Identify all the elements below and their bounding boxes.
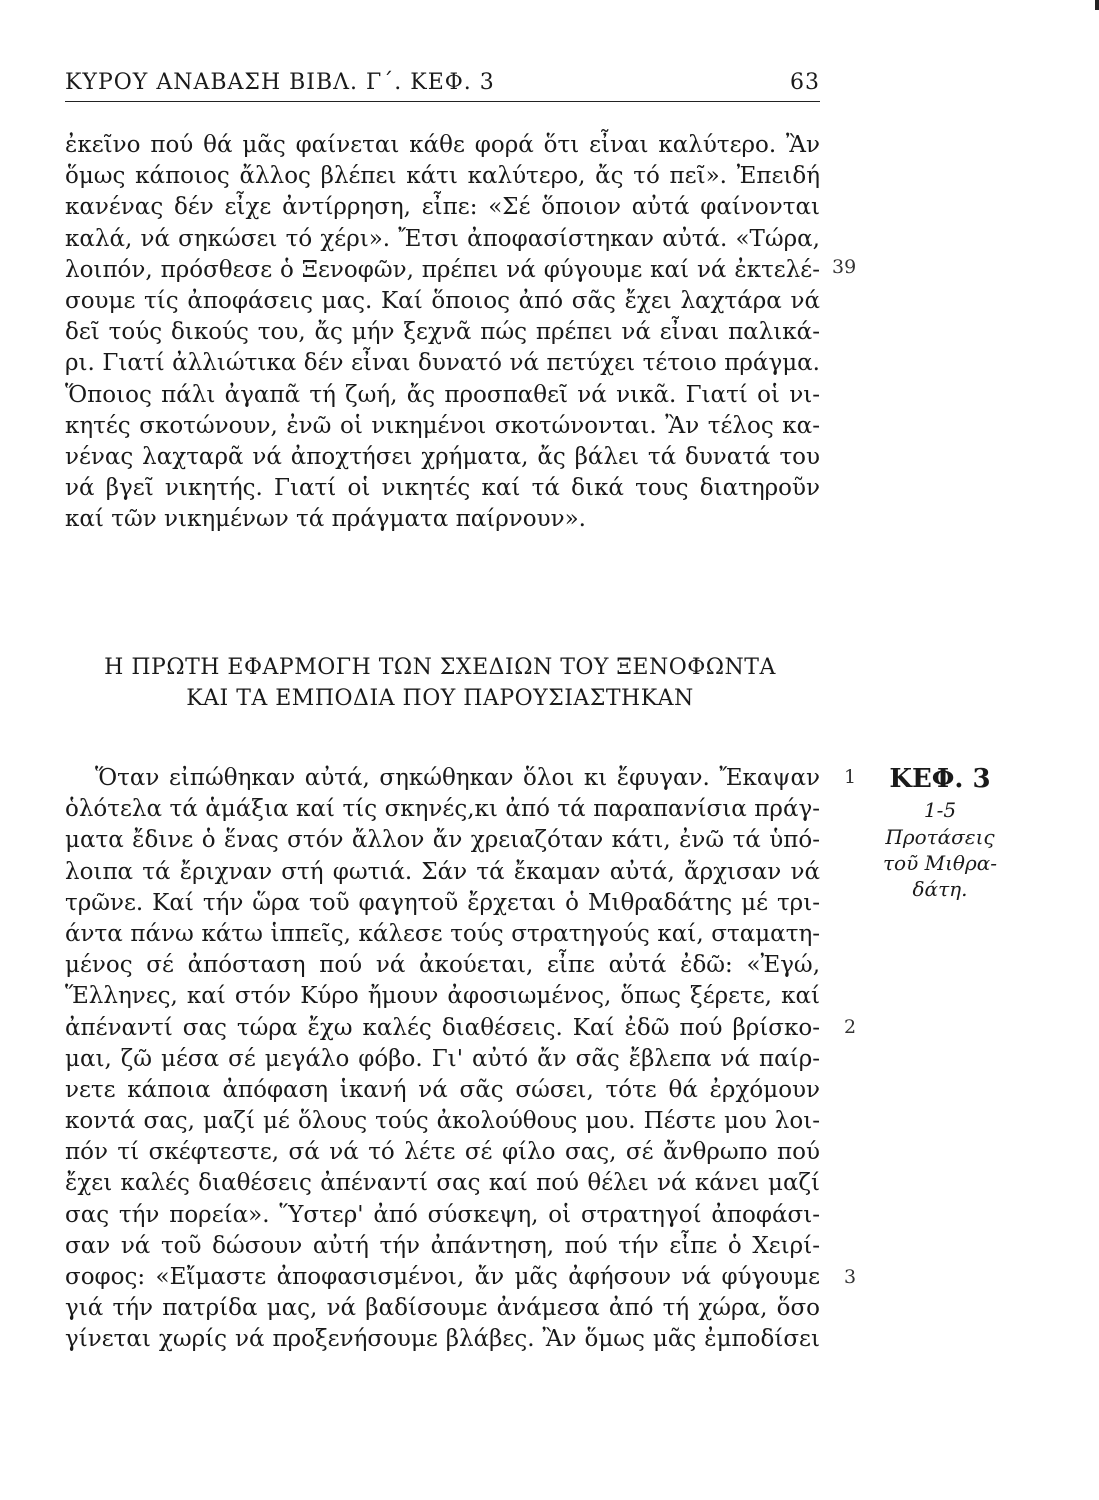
header-title: ΚΥΡΟΥ ΑΝΑΒΑΣΗ ΒΙΒΛ. Γ΄. ΚΕΦ. 3 [65,70,495,95]
text-line: μένος σέ ἀπόσταση πού νά ἀκούεται, εἶπε αὐτά ἐδῶ: «Ἐγώ, [65,952,820,979]
text-line: κητές σκοτώνουν, ἐνῶ οἱ νικημένοι σκοτώνονται. Ἂν τέλος κα- [65,412,820,439]
text-line: λοιπα τά ἔριχναν στή φωτιά. Σάν τά ἔκαμαν αὐτά, ἄρχισαν νά [65,858,820,885]
text-line: Ὅταν εἰπώθηκαν αὐτά, σηκώθηκαν ὅλοι κι ἔφυγαν. Ἔκαψαν [95,765,820,791]
text-line: σοφος: «Εἴμαστε ἀποφασισμένοι, ἄν μᾶς ἀφήσουν νά φύγουμε [65,1264,820,1290]
text-line: νά βγεῖ νικητής. Γιατί οἱ νικητές καί τά δικά τους διατηροῦν [65,475,820,502]
sidenote-line: Προτάσεις [885,825,995,849]
text-line: Ἕλληνες, καί στόν Κύρο ἤμουν ἀφοσιωμένος, ὅπως ξέρετε, καί [65,983,820,1010]
margin-section-number: 2 [844,1016,857,1038]
margin-section-number: 39 [832,256,857,278]
sidenote-line: τοῦ Μιθρα- [882,851,997,875]
page-number: 63 [790,70,820,95]
chapter-label: ΚΕΦ. 3 [889,764,991,794]
verse-range: 1-5 [923,798,957,822]
text-block-continuation [65,130,820,535]
text-line: σας τήν πορεία». Ὕστερ' ἀπό σύσκεψη, οἱ στρατηγοί ἀποφάσι- [65,1201,820,1228]
text-line: ματα ἔδινε ὁ ἕνας στόν ἄλλον ἄν χρειαζόταν κάτι, ἐνῶ τά ὑπό- [65,827,820,854]
text-line: ὅμως κάποιος ἄλλος βλέπει κάτι καλύτερο, ἄς τό πεῖ». Ἐπειδή [65,163,820,190]
running-header [65,62,820,102]
text-line: ὁλότελα τά ἁμάξια καί τίς σκηνές,κι ἀπό τά παραπανίσια πράγ- [65,796,820,823]
scan-corner-mark [1095,0,1099,10]
chapter-sidenote [860,762,1020,902]
text-line: ἔχει καλές διαθέσεις ἀπέναντί σας καί πού θέλει νά κάνει μαζί [65,1170,820,1197]
text-line: κοντά σας, μαζί μέ ὅλους τούς ἀκολούθους μου. Πέστε μου λοι- [65,1108,820,1135]
margin-section-number: 3 [844,1266,857,1288]
text-line: ἀπέναντί σας τώρα ἔχω καλές διαθέσεις. Καί ἐδῶ πού βρίσκο- [65,1014,820,1041]
text-line: σαν νά τοῦ δώσουν αὐτή τήν ἀπάντηση, πού τήν εἶπε ὁ Χειρί- [65,1232,820,1259]
text-line: καλά, νά σηκώσει τό χέρι». Ἔτσι ἀποφασίστηκαν αὐτά. «Τώρα, [65,225,820,252]
text-line: δεῖ τούς δικούς του, ἄς μήν ξεχνᾶ πώς πρέπει νά εἶναι παλικά- [65,319,820,346]
text-line: κανένας δέν εἶχε ἀντίρρηση, εἶπε: «Σέ ὅποιον αὐτά φαίνονται [65,194,820,221]
text-line: σουμε τίς ἀποφάσεις μας. Καί ὅποιος ἀπό σᾶς ἔχει λαχτάρα νά [65,287,820,314]
text-line: ἐκεῖνο πού θά μᾶς φαίνεται κάθε φορά ὅτι εἶναι καλύτερο. Ἂν [65,132,820,158]
text-line: μαι, ζῶ μέσα σέ μεγάλο φόβο. Γι' αὐτό ἄν σᾶς ἔβλεπα νά παίρ- [65,1045,820,1072]
text-line: γίνεται χωρίς νά προξενήσουμε βλάβες. Ἂν ὅμως μᾶς ἐμποδίσει [65,1326,820,1353]
text-line: Ὅποιος πάλι ἀγαπᾶ τή ζωή, ἄς προσπαθεῖ νά νικᾶ. Γιατί οἱ νι- [65,381,820,408]
text-block-chapter-3 [65,763,820,1356]
section-heading-line-2: ΚΑΙ ΤΑ ΕΜΠΟΔΙΑ ΠΟΥ ΠΑΡΟΥΣΙΑΣΤΗΚΑΝ [186,686,694,711]
text-line: γιά τήν πατρίδα μας, νά βαδίσουμε ἀνάμεσα ἀπό τή χώρα, ὅσο [65,1295,820,1322]
text-line: άντα πάνω κάτω ἱππεῖς, κάλεσε τούς στρατηγούς καί, σταματη- [65,920,820,947]
text-line: ρι. Γιατί ἀλλιώτικα δέν εἶναι δυνατό νά πετύχει τέτοιο πράγμα. [65,350,820,377]
text-line: τρῶνε. Καί τήν ὥρα τοῦ φαγητοῦ ἔρχεται ὁ Μιθραδάτης μέ τρι- [65,889,820,916]
section-heading-line-1: Η ΠΡΩΤΗ ΕΦΑΡΜΟΓΗ ΤΩΝ ΣΧΕΔΙΩΝ ΤΟΥ ΞΕΝΟΦΩΝΤΑ [104,655,776,680]
text-line: λοιπόν, πρόσθεσε ὁ Ξενοφῶν, πρέπει νά φύγουμε καί νά ἐκτελέ- [65,256,820,283]
text-line: πόν τί σκέφτεστε, σά νά τό λέτε σέ φίλο σας, σέ ἄνθρωπο πού [65,1139,820,1166]
sidenote-line: δάτη. [912,877,968,901]
text-line: νένας λαχταρᾶ νά ἀποχτήσει χρήματα, ἄς βάλει τά δυνατά του [65,443,820,470]
margin-section-number: 1 [844,766,857,788]
text-line: νετε κάποια ἀπόφαση ἱκανή νά σᾶς σώσει, τότε θά ἐρχόμουν [65,1076,820,1103]
text-line: καί τῶν νικημένων τά πράγματα παίρνουν». [65,506,586,533]
header-rule [65,101,820,102]
